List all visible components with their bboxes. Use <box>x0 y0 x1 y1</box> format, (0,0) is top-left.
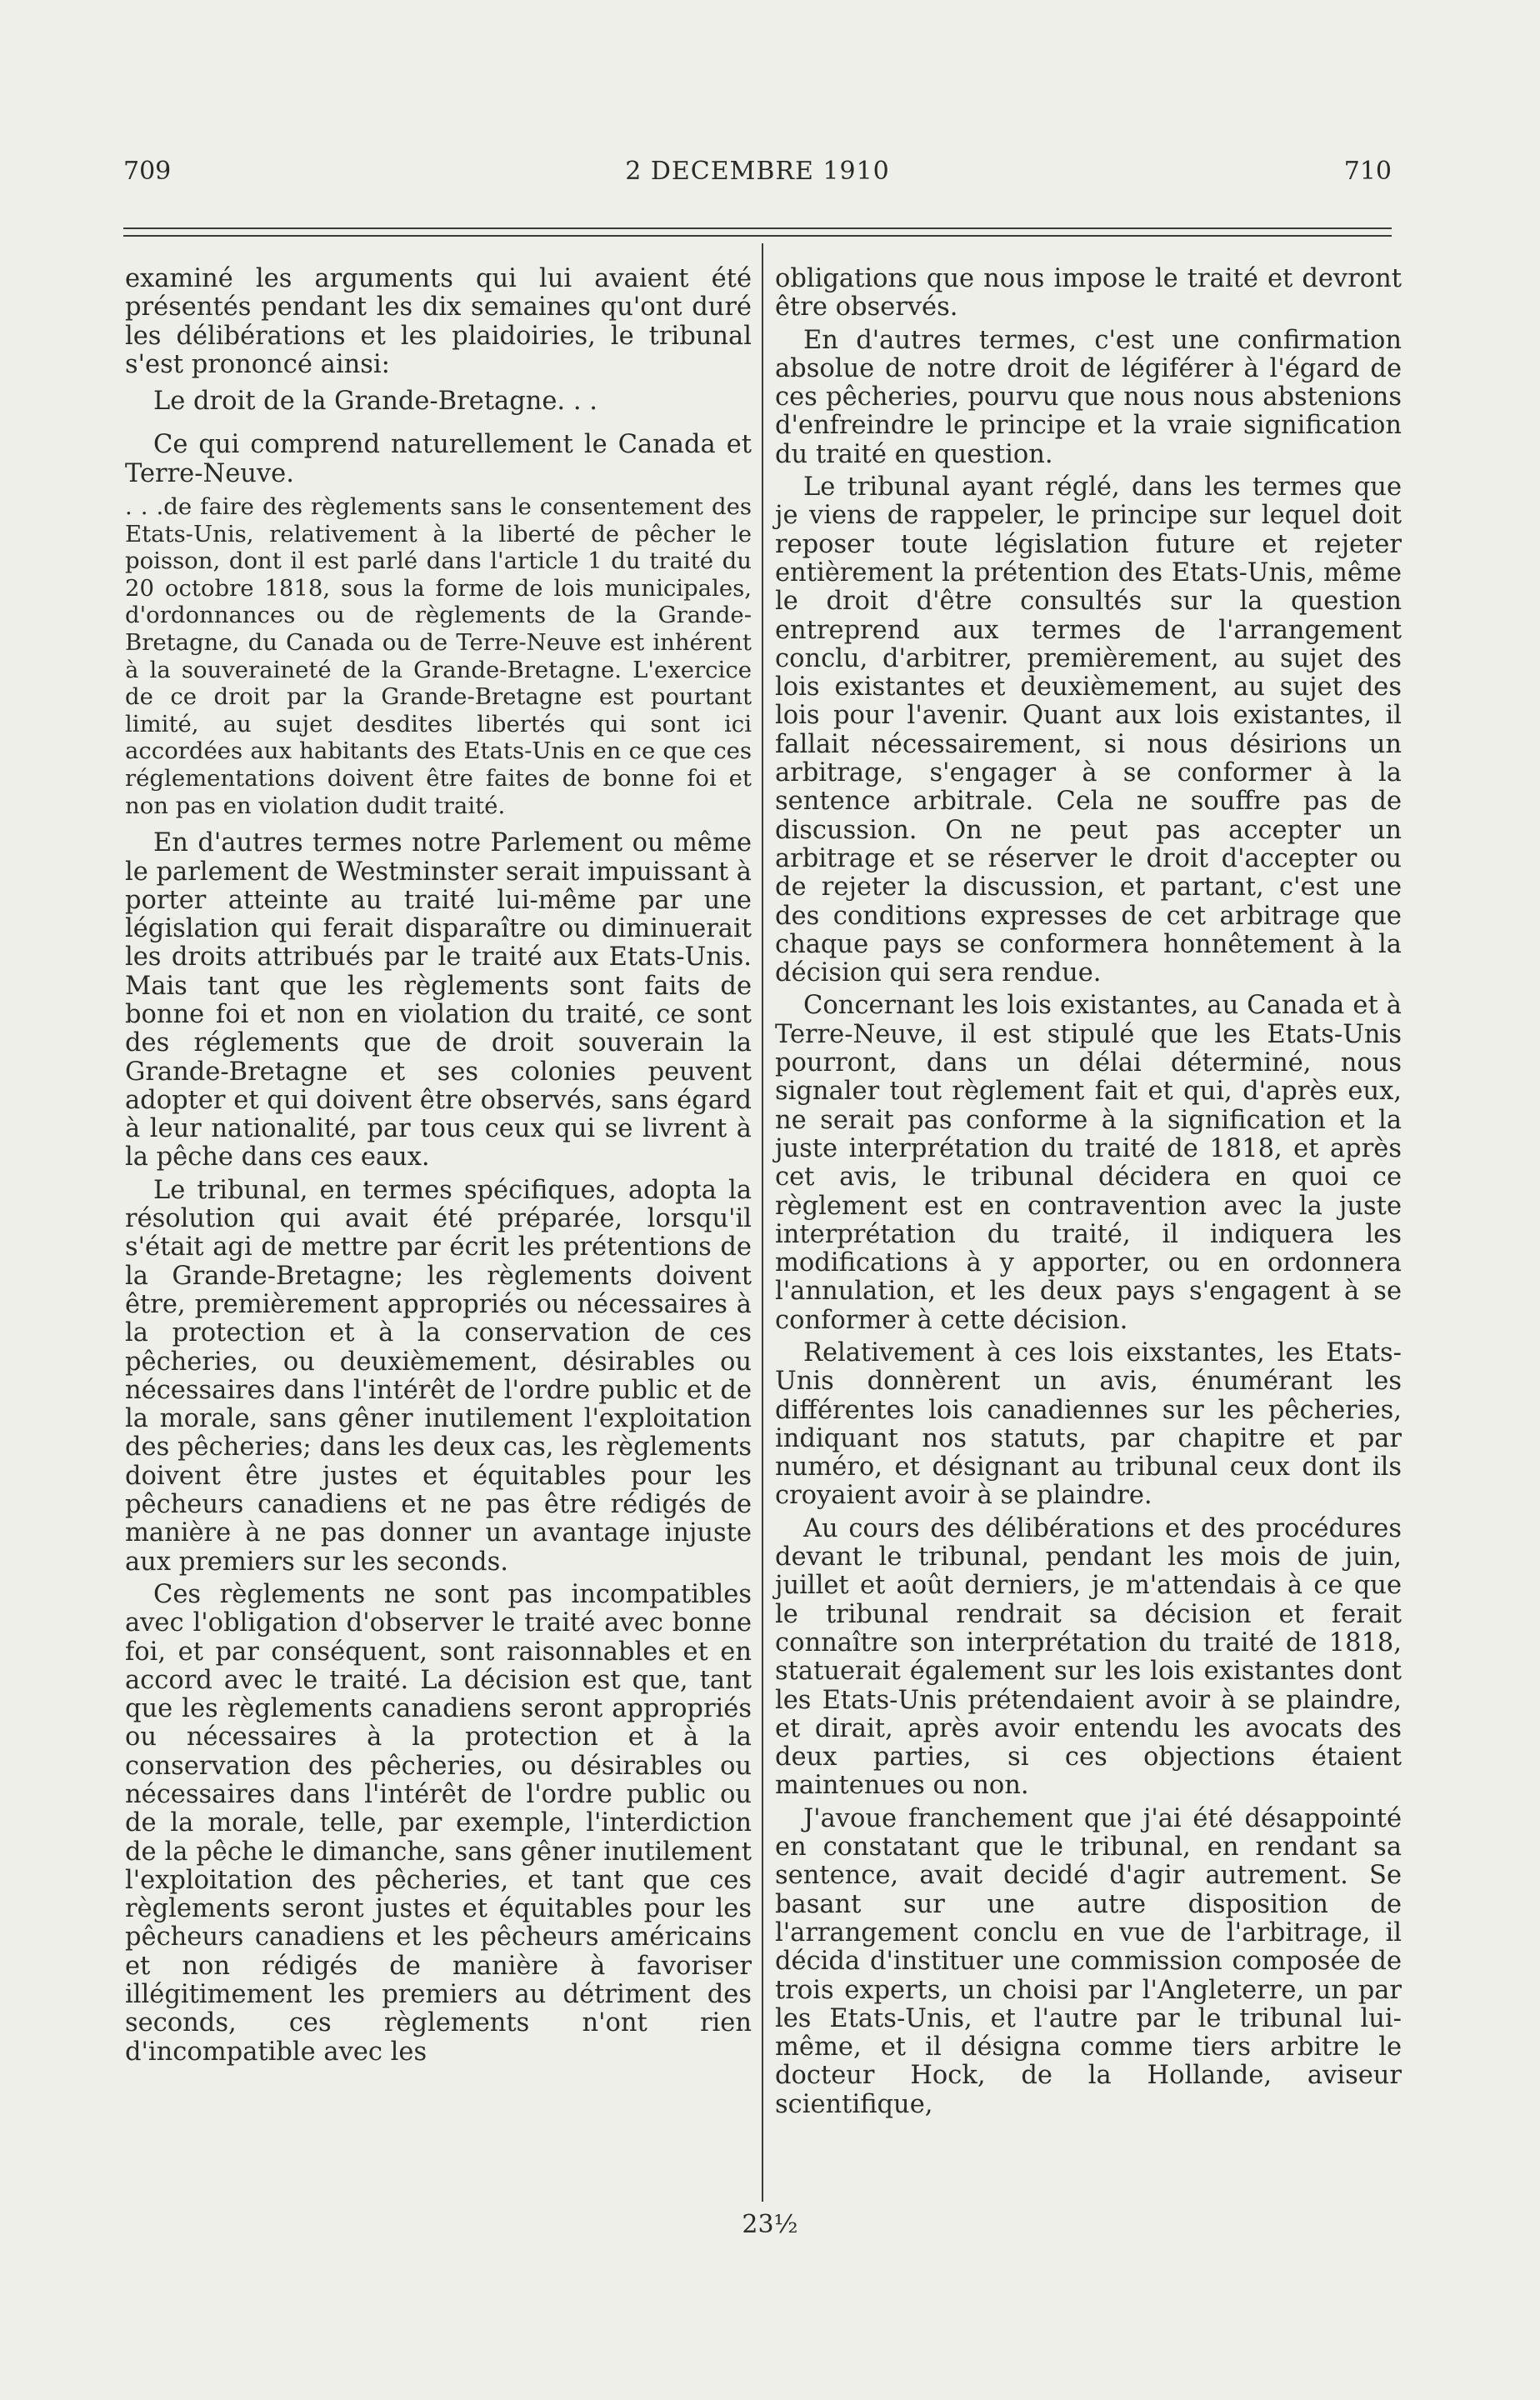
paragraph: examiné les arguments qui lui avaient été présentés pendant les dix semaines qu'ont duré les délibérations et les plaidoiries, le tribunal s'est prononcé ainsi: <box>125 264 752 379</box>
right-column <box>775 265 1402 2123</box>
paragraph: obligations que nous impose le traité et devront être observés. <box>775 264 1402 322</box>
left-column <box>125 265 752 2071</box>
header-rule-double <box>123 235 1392 237</box>
paragraph: Le tribunal ayant réglé, dans les termes que je viens de rappeler, le principe sur lequel doit reposer toute législation future et rejeter entièrement la prétention des Etats-Unis, même le droit d'être consultés sur la question entreprend aux termes de l'arrangement conclu, d'arbitrer, premièrement, au sujet des lois existantes et deuxièmement, au sujet des lois pour l'avenir. Quant aux lois existantes, il fallait nécessairement, si nous désirions un arbitrage, s'engager à se conformer à la sentence arbitrale. Cela ne souffre pas de discussion. On ne peut pas accepter un arbitrage et se réserver le droit d'accepter ou de rejeter la discussion, et partant, c'est une des conditions expresses de cet arbitrage que chaque pays se conformera honnêtement à la décision qui sera rendue. <box>775 472 1402 988</box>
page-number-left: 709 <box>123 157 172 186</box>
running-header <box>123 157 1392 198</box>
paragraph: En d'autres termes notre Parlement ou même le parlement de Westminster serait impuissant à porter atteinte au traité lui-même par une législation qui ferait disparaître ou diminuerait les droits attribués par le traité aux Etats-Unis. Mais tant que les règlements sont faits de bonne foi et non en violation du traité, ce sont des réglements que de droit souverain la Grande-Bretagne et ses colonies peuvent adopter et qui doivent être observés, sans égard à leur nationalité, par tous ceux qui se livrent à la pêche dans ces eaux. <box>125 828 752 1172</box>
paragraph-quote-intro: Le droit de la Grande-Bretagne. . . <box>153 387 598 417</box>
paragraph: Ces règlements ne sont pas incompatibles avec l'obligation d'observer le traité avec bonne foi, et par conséquent, sont raisonnables et en accord avec le traité. La décision est que, tant que les règlements canadiens seront appropriés ou nécessaires à la protection et à la conservation des pêcheries, ou désirables ou nécessaires dans l'intérêt de l'ordre public ou de la morale, telle, par exemple, l'interdiction de la pêche le dimanche, sans gêner inutilement l'exploitation des pêcheries, et tant que ces règlements seront justes et équitables pour les pêcheurs canadiens et les pêcheurs américains et non rédigés de manière à favoriser illégitimement les premiers au détriment des seconds, ces règlements n'ont rien d'incompatible avec les <box>125 1579 752 2067</box>
paragraph: Relativement à ces lois eixstantes, les Etats-Unis donnèrent un avis, énumérant les différentes lois canadiennes sur les pêcheries, indiquant nos statuts, par chapitre et par numéro, et désignant au tribunal ceux dont ils croyaient avoir à se plaindre. <box>775 1338 1402 1511</box>
paragraph: Ce qui comprend naturellement le Canada et Terre-Neuve. <box>125 430 752 488</box>
page-number-right: 710 <box>1343 157 1392 186</box>
column-divider <box>762 243 763 2202</box>
quoted-ruling: . . .de faire des règlements sans le consentement des Etats-Unis, relativement à la liberté de pêcher le poisson, dont il est parlé dans l'article 1 du traité du 20 octobre 1818, sous la forme de lois municipales, d'ordonnances ou de règlements de la Grande-Bretagne, du Canada ou de Terre-Neuve est inhérent à la souveraineté de la Grande-Bretagne. L'exercice de ce droit par la Grande-Bretagne est pourtant limité, au sujet desdites libertés qui sont ici accordées aux habitants des Etats-Unis en ce que ces réglementations doivent être faites de bonne foi et non pas en violation dudit traité. <box>125 493 752 819</box>
signature-mark: 23½ <box>742 2210 798 2239</box>
header-rule <box>123 228 1392 229</box>
paragraph: Concernant les lois existantes, au Canada et à Terre-Neuve, il est stipulé que les Etats-Unis pourront, dans un délai déterminé, nous signaler tout règlement fait et qui, d'après eux, ne serait pas conforme à la signification et la juste interprétation du traité de 1818, et après cet avis, le tribunal décidera en quoi ce règlement est en contravention avec la juste interprétation du traité, il indiquera les modifications à y apporter, ou en ordonnera l'annulation, et les deux pays s'engagent à se conformer à cette décision. <box>775 991 1402 1335</box>
paragraph: Au cours des délibérations et des procédures devant le tribunal, pendant les mois de juin, juillet et août derniers, je m'attendais à ce que le tribunal rendrait sa décision et ferait connaître son interprétation du traité de 1818, statuerait également sur les lois existantes dont les Etats-Unis prétendaient avoir à se plaindre, et dirait, après avoir entendu les avocats des deux parties, si ces objections étaient maintenues ou non. <box>775 1513 1402 1801</box>
header-date: 2 DECEMBRE 1910 <box>625 157 890 186</box>
paragraph: Le tribunal, en termes spécifiques, adopta la résolution qui avait été préparée, lorsqu'il s'était agi de mettre par écrit les prétentions de la Grande-Bretagne; les règlements doivent être, premièrement appropriés ou nécessaires à la protection et à la conservation de ces pêcheries, ou deuxièmement, désirables ou nécessaires dans l'intérêt de l'ordre public et de la morale, sans gêner inutilement l'exploitation des pêcheries; dans les deux cas, les règlements doivent être justes et équitables pour les pêcheurs canadiens et ne pas être rédigés de manière à ne pas donner un avantage injuste aux premiers sur les seconds. <box>125 1175 752 1577</box>
paragraph: En d'autres termes, c'est une confirmation absolue de notre droit de légiférer à l'égard de ces pêcheries, pourvu que nous nous abstenions d'enfreindre le principe et la vraie signification du traité en question. <box>775 325 1402 469</box>
paragraph: J'avoue franchement que j'ai été désappointé en constatant que le tribunal, en rendant sa sentence, avait decidé d'agir autrement. Se basant sur une autre disposition de l'arrangement conclu en vue de l'arbitrage, il décida d'instituer une commission composée de trois experts, un choisi par l'Angleterre, un par les Etats-Unis, et l'autre par le tribunal lui-même, et il désigna comme tiers arbitre le docteur Hock, de la Hollande, aviseur scientifique, <box>775 1803 1402 2119</box>
